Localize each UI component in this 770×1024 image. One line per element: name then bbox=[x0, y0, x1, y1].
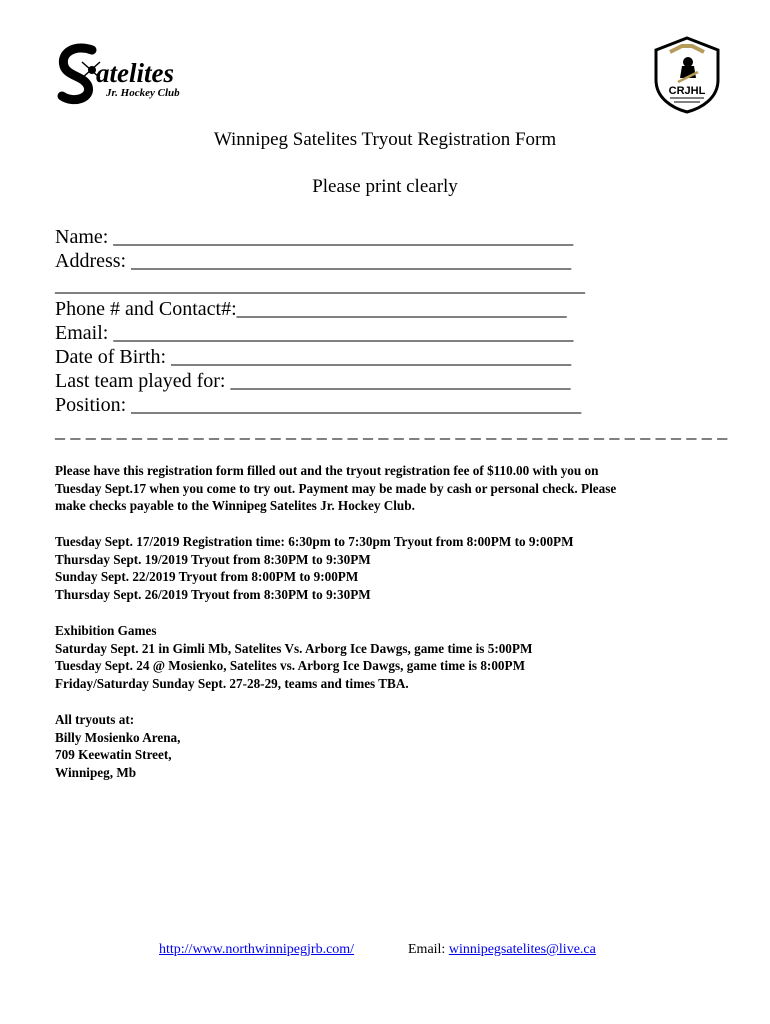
crest-text: CRJHL bbox=[668, 85, 706, 97]
schedule-line: Sunday Sept. 22/2019 Tryout from 8:00PM to 9:00PM bbox=[55, 569, 359, 585]
exhibition-games bbox=[55, 622, 715, 692]
registration-note bbox=[55, 462, 715, 515]
footer-email bbox=[408, 942, 596, 958]
schedule-line: Tuesday Sept. 17/2019 Registration time: 6:30pm to 7:30pm Tryout from 8:00PM to 9:00PM bbox=[55, 534, 574, 549]
form-title: Winnipeg Satelites Tryout Registration Form bbox=[213, 129, 557, 150]
exhibition-line: Friday/Saturday Sunday Sept. 27-28-29, teams and times TBA. bbox=[55, 675, 409, 691]
schedule-line: Thursday Sept. 26/2019 Tryout from 8:30PM to 9:30PM bbox=[55, 586, 371, 602]
logo-subtitle: Jr. Hockey Club bbox=[106, 87, 180, 99]
form-subtitle: Please print clearly bbox=[312, 176, 458, 197]
tryout-location bbox=[55, 711, 715, 781]
email-field[interactable]: Email: ______________________________________________ bbox=[55, 322, 574, 344]
name-field[interactable]: Name: ______________________________________________ bbox=[55, 226, 574, 248]
location-line: 709 Keewatin Street, bbox=[55, 747, 172, 763]
note-line: Tuesday Sept.17 when you come to try out. Payment may be made by cash or personal check. Please bbox=[55, 480, 617, 496]
note-line: Please have this registration form filled out and the tryout registration fee of $110.00 with you on bbox=[55, 463, 599, 478]
location-line: Winnipeg, Mb bbox=[55, 764, 137, 780]
location-line: All tryouts at: bbox=[55, 712, 135, 727]
email-label: Email: bbox=[408, 942, 449, 957]
date-of-birth-field[interactable]: Date of Birth: ________________________________________ bbox=[55, 346, 572, 368]
note-line: make checks payable to the Winnipeg Satelites Jr. Hockey Club. bbox=[55, 498, 415, 514]
logo-wordmark: atelites bbox=[96, 58, 174, 88]
position-field[interactable]: Position: _____________________________________________ bbox=[55, 394, 582, 416]
schedule-line: Thursday Sept. 19/2019 Tryout from 8:30PM to 9:30PM bbox=[55, 551, 371, 567]
exhibition-heading: Exhibition Games bbox=[55, 623, 157, 638]
exhibition-line: Tuesday Sept. 24 @ Mosienko, Satelites vs. Arborg Ice Dawgs, game time is 8:00PM bbox=[55, 658, 526, 674]
crjhl-crest bbox=[652, 36, 722, 114]
address-field[interactable]: Address: ____________________________________________ bbox=[55, 250, 572, 272]
email-link[interactable]: winnipegsatelites@live.ca bbox=[448, 942, 596, 957]
address-line-2-field[interactable]: _____________________________________________________ bbox=[55, 274, 585, 296]
satelites-logo bbox=[54, 42, 214, 108]
phone-field[interactable]: Phone # and Contact#:_________________________________ bbox=[55, 298, 567, 320]
form-fields bbox=[55, 225, 585, 417]
tryout-schedule bbox=[55, 533, 715, 603]
cut-separator: _ _ _ _ _ _ _ _ _ _ _ _ _ _ _ _ _ _ _ _ _ _ _ _ _ _ _ _ _ _ _ _ _ _ _ _ _ _ _ _ _ _ _ _ bbox=[55, 420, 728, 442]
website-link[interactable]: http://www.northwinnipegjrb.com/ bbox=[159, 942, 355, 957]
last-team-field[interactable]: Last team played for: __________________________________ bbox=[55, 370, 571, 392]
exhibition-line: Saturday Sept. 21 in Gimli Mb, Satelites Vs. Arborg Ice Dawgs, game time is 5:00PM bbox=[55, 640, 533, 656]
location-line: Billy Mosienko Arena, bbox=[55, 729, 181, 745]
